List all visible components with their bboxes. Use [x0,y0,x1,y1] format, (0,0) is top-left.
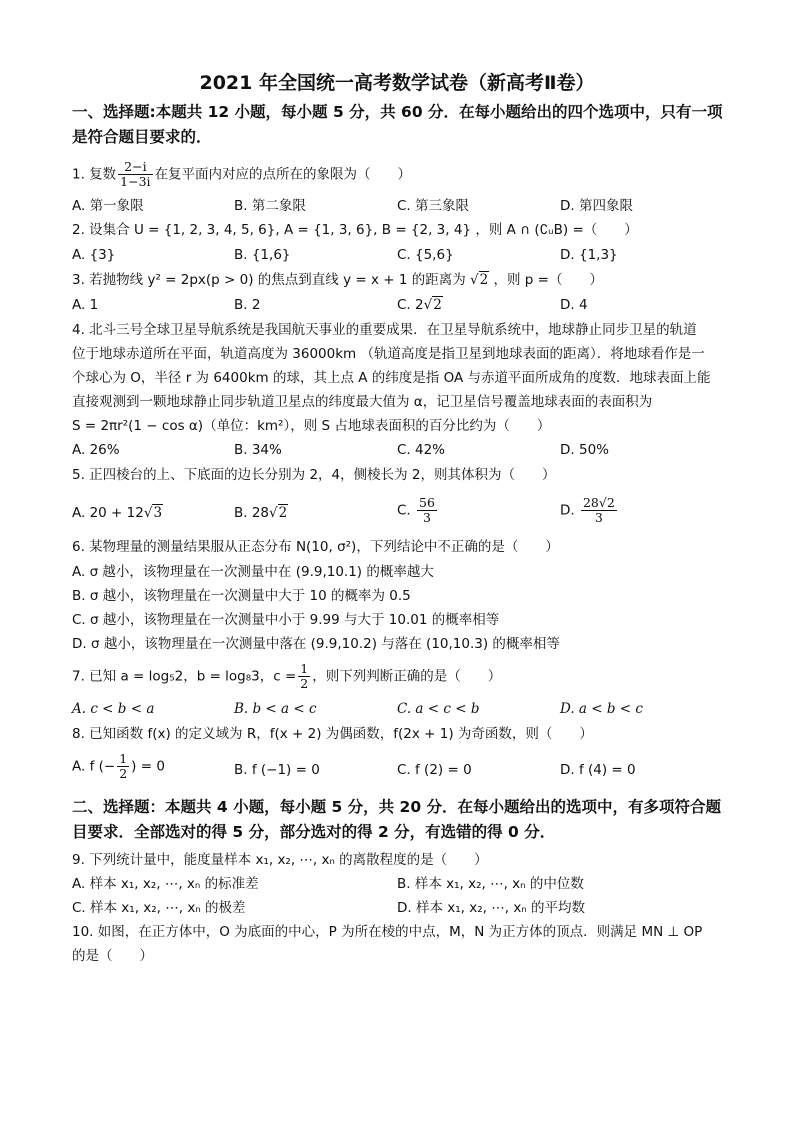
question-8-options [72,752,732,788]
question-4-line-1: 4. 北斗三号全球卫星导航系统是我国航天事业的重要成果．在卫星导航系统中，地球静止同步卫星的轨道 [72,322,697,338]
option-d: D. 4 [560,297,588,313]
question-10-line-1: 10. 如图，在正方体中，O 为底面的中心，P 为所在棱的中点，M，N 为正方体的顶点．则满足 MN ⊥ OP [72,924,703,940]
option-d: D. 样本 x₁, x₂, ⋯, xₙ 的平均数 [397,900,585,916]
option-c: C. {5,6} [397,247,454,263]
option-b: B. 28√2 [234,505,288,521]
page-title: 2021 年全国统一高考数学试卷（新高考Ⅱ卷） [199,72,595,94]
option-c: C. $\frac{56}{3}$ [397,495,435,525]
option-a: A. 1 [72,297,99,313]
question-6: 6. 某物理量的测量结果服从正态分布 N(10, σ²)，下列结论中不正确的是（ ） [72,539,559,555]
option-a: A. c < b < a [72,701,155,717]
option-a: A. {3} [72,247,116,263]
question-3: 3. 若抛物线 y² = 2px(p > 0) 的焦点到直线 y = x + 1 的距离为 √2 ，则 p =（ ） [72,272,603,288]
question-4-line-3: 个球心为 O，半径 r 为 6400km 的球，其上点 A 的纬度是指 OA 与赤道平面所成角的度数．地球表面上能 [72,370,711,386]
question-2: 2. 设集合 U = {1, 2, 3, 4, 5, 6}, A = {1, 3, 6}, B = {2, 3, 4} ，则 A ∩ (∁ᵤB) =（ ） [72,222,638,238]
option-c: C. 样本 x₁, x₂, ⋯, xₙ 的极差 [72,900,246,916]
option-d: D. $\frac{28√2}{3}$ [560,495,615,525]
question-4-options [72,438,732,462]
option-b: B. f (−1) = 0 [234,762,320,778]
sqrt: √2 [470,272,489,288]
option-b: B. 样本 x₁, x₂, ⋯, xₙ 的中位数 [397,876,584,892]
question-1-options [72,194,732,218]
option-d: D. f (4) = 0 [560,762,636,778]
question-9-options-row-1 [72,872,732,896]
option-a: A. 第一象限 [72,198,144,214]
option-b: B. b < a < c [234,701,317,717]
option-b: B. σ 越小，该物理量在一次测量中大于 10 的概率为 0.5 [72,588,411,604]
question-9: 9. 下列统计量中，能度量样本 x₁, x₂, ⋯, xₙ 的离散程度的是（ ） [72,852,488,868]
question-2-options [72,243,732,267]
question-5-options [72,496,732,530]
option-a: A. σ 越小，该物理量在一次测量中在 (9.9,10.1) 的概率越大 [72,564,434,580]
option-b: B. 第二象限 [234,198,306,214]
option-a: A. f (− $\frac{1}{2}$ ) = 0 [72,751,165,781]
question-3-options [72,293,732,317]
option-c: C. 第三象限 [397,198,470,214]
option-d: D. 第四象限 [560,198,633,214]
option-d: D. a < b < c [560,701,643,717]
question-4-line-4: 直接观测到一颗地球静止同步轨道卫星点的纬度最大值为 α，记卫星信号覆盖地球表面的表面积为 [72,394,653,410]
option-c: C. 2√2 [397,297,442,313]
option-a: A. 样本 x₁, x₂, ⋯, xₙ 的标准差 [72,876,259,892]
option-a: A. 26% [72,442,120,458]
option-d: D. 50% [560,442,609,458]
question-10-line-2: 的是（ ） [72,948,153,964]
fraction: $\frac{2-i}{1-3i}$ [120,159,151,189]
question-9-options-row-2 [72,896,732,920]
option-b: B. 2 [234,297,261,313]
option-d: D. σ 越小，该物理量在一次测量中落在 (9.9,10.2) 与落在 (10,10.3) 的概率相等 [72,636,560,652]
option-c: C. σ 越小，该物理量在一次测量中小于 9.99 与大于 10.01 的概率相等 [72,612,500,628]
question-1: 1. 复数 $\frac{2-i}{1-3i}$ 在复平面内对应的点所在的象限为（ ） [72,159,412,189]
question-8: 8. 已知函数 f(x) 的定义域为 R，f(x + 2) 为偶函数，f(2x + 1) 为奇函数，则（ ） [72,726,593,742]
option-a: A. 20 + 12√3 [72,505,163,521]
section-1-header: 一、选择题:本题共 12 小题，每小题 5 分，共 60 分．在每小题给出的四个选项中，只有一项 是符合题目要求的． [72,103,723,146]
option-d: D. {1,3} [560,247,618,263]
section-2-header: 二、选择题：本题共 4 小题，每小题 5 分，共 20 分．在每小题给出的选项中，有多项符合题 目要求．全部选对的得 5 分，部分选对的得 2 分，有选错的得 0 分． [72,798,722,841]
option-c: C. 42% [397,442,446,458]
question-4-line-2: 位于地球赤道所在平面，轨道高度为 36000km （轨道高度是指卫星到地球表面的距离）．将地球看作是一 [72,346,705,362]
question-7: 7. 已知 a = log₅2，b = log₈3，c = $\frac{1}{2}$ ，则下列判断正确的是（ ） [72,661,502,691]
question-5: 5. 正四棱台的上、下底面的边长分别为 2，4，侧棱长为 2，则其体积为（ ） [72,467,556,483]
question-7-options [72,697,732,721]
option-b: B. 34% [234,442,282,458]
option-c: C. f (2) = 0 [397,762,472,778]
option-b: B. {1,6} [234,247,291,263]
option-c: C. a < c < b [397,701,480,717]
question-4-line-5: S = 2πr²(1 − cos α)（单位：km²），则 S 占地球表面积的百分比约为（ ） [72,418,551,434]
